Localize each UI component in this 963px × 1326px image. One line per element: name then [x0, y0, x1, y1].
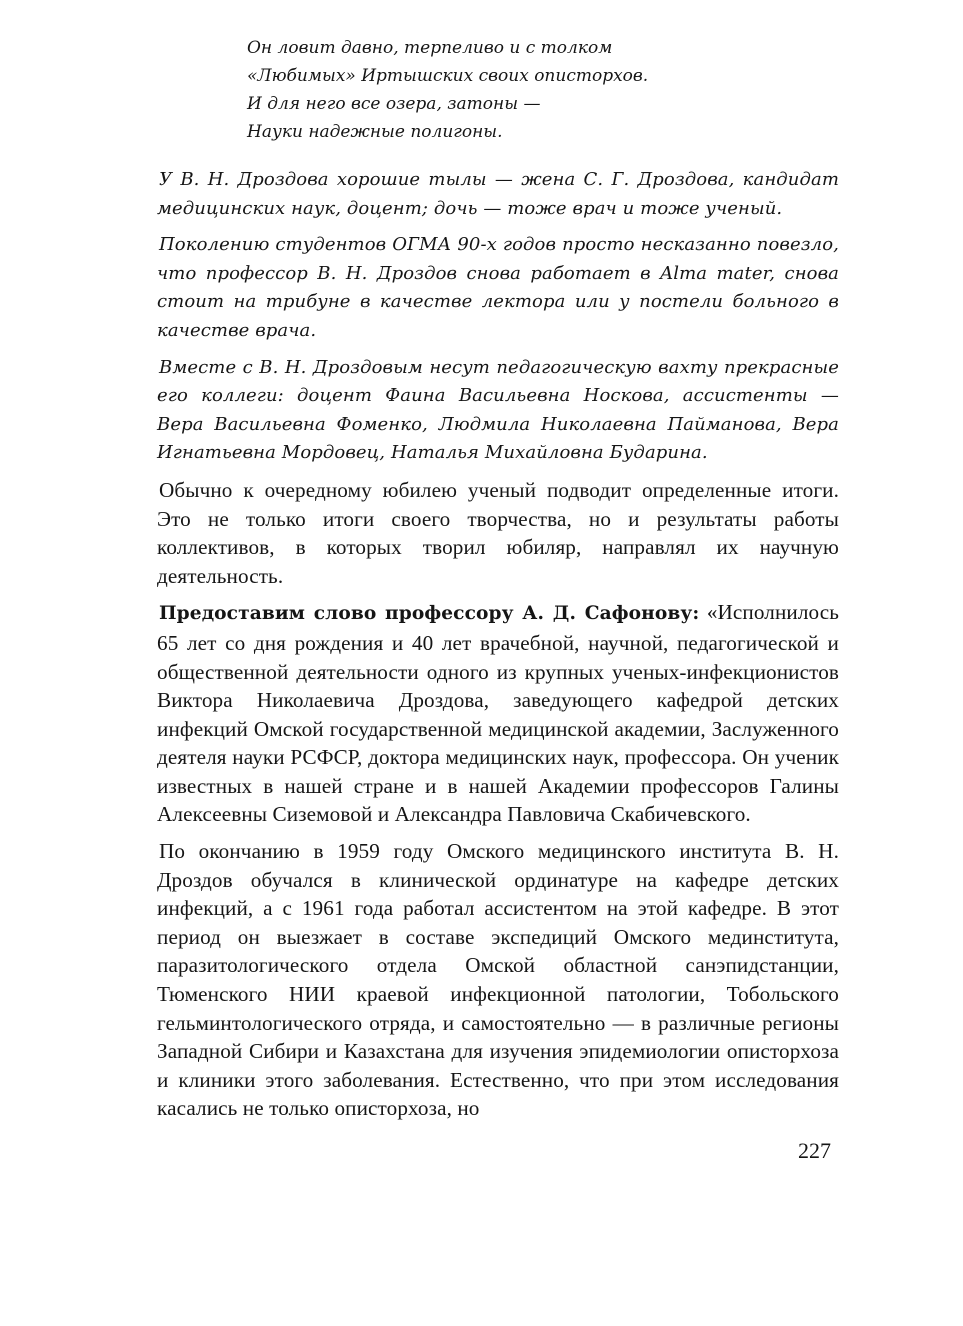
paragraph-career: По окончанию в 1959 году Омского медицинского института В. Н. Дроздов обучался в клинической ординатуре на кафедре детских инфекций, а с 1961 года работал ассистентом на этой кафедре. В этот период он выезжает в составе экспедиций Омского мединститута, паразитологического отдела Омской областной санэпидстанции, Тюменского НИИ краевой инфекционной патологии, Тобольского гельминтологического отряда, и самостоятельно — в различные регионы Западной Сибири и Казахстана для изучения эпидемиологии описторхоза и клиники этого заболевания. Естественно, что при этом исследования касались не только описторхоза, но	[157, 839, 839, 1121]
paragraph-family: У В. Н. Дроздова хорошие тылы — жена С. Г. Дроздова, кандидат медицинских наук, доцент; дочь — тоже врач и тоже ученый.	[157, 169, 839, 219]
poem-line-2: «Любимых» Иртышских своих описторхов.	[247, 66, 649, 86]
paragraph-safonov-quote	[157, 598, 839, 829]
poem-line-4: Науки надежные полигоны.	[247, 122, 503, 142]
paragraph-jubilee: Обычно к очередному юбилею ученый подводит определенные итоги. Это не только итоги своего творчества, но и результаты работы коллективов, в которых творил юбиляр, направлял их научную деятельность.	[157, 477, 839, 588]
paragraph-students: Поколению студентов ОГМА 90-х годов просто несказанно повезло, что профессор В. Н. Дроздов снова работает в Alma mater, снова стоит на трибуне в качестве лектора или у постели больного в качестве врача.	[157, 234, 839, 341]
epigraph-poem	[247, 34, 807, 146]
poem-line-1: Он ловит давно, терпеливо и с толком	[247, 38, 613, 58]
body-text	[157, 166, 839, 1131]
page-number: 227	[798, 1138, 831, 1163]
quote-lead: Предоставим слово профессору А. Д. Сафонову:	[159, 603, 700, 625]
poem-line-3: И для него все озера, затоны —	[247, 94, 541, 114]
quote-text: «Исполнилось 65 лет со дня рождения и 40 лет врачебной, научной, педагогической и общественной деятельности одного из крупных ученых-инфекционистов Виктора Николаевича Дроздова, заведующего кафедрой детских инфекций Омской государственной медицинской академии, Заслуженного деятеля науки РСФСР, доктора медицинских наук, профессора. Он ученик известных в нашей стране и в нашей Академии профессоров Галины Алексеевны Сиземовой и Александра Павловича Скабичевского.	[157, 600, 840, 827]
paragraph-colleagues: Вместе с В. Н. Дроздовым несут педагогическую вахту прекрасные его коллеги: доцент Фаина Васильевна Носкова, ассистенты — Вера Васильевна Фоменко, Людмила Николаевна Пайманова, Вера Игнатьевна Мордовец, Наталья Михайловна Бударина.	[157, 356, 839, 464]
